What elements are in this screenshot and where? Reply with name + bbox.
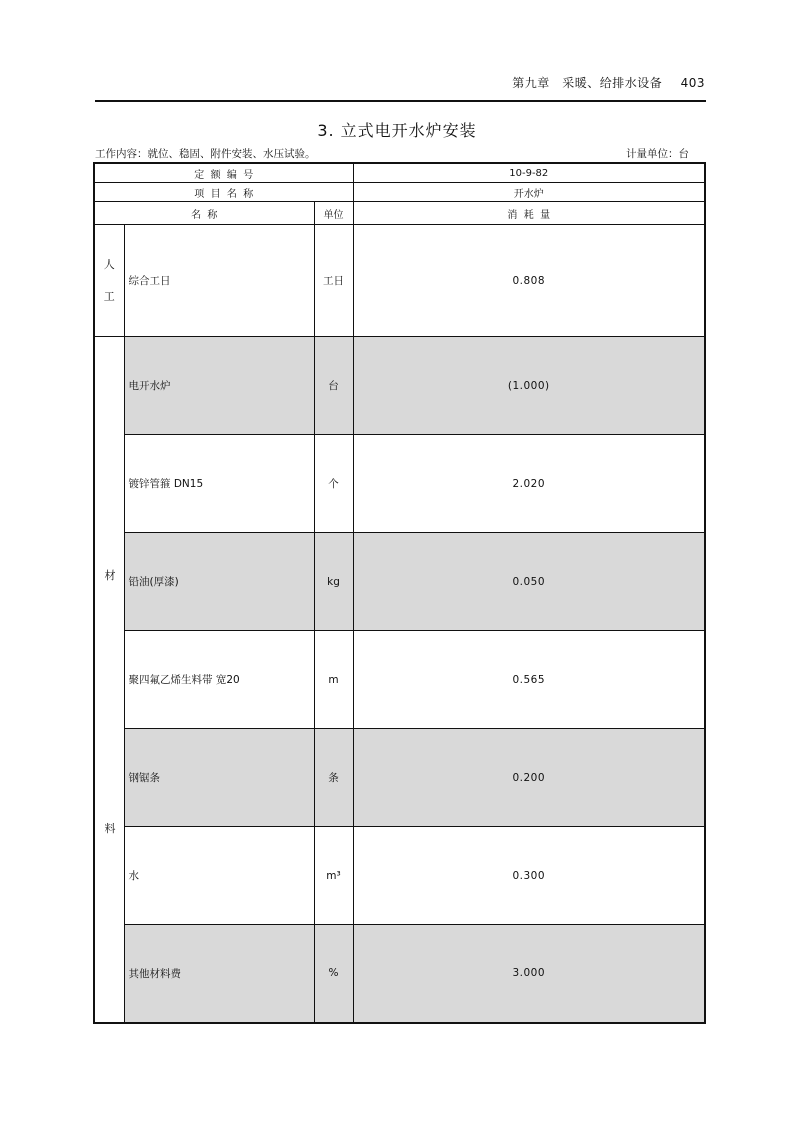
row-value: 0.050 <box>353 533 705 631</box>
material-category <box>94 337 124 1023</box>
row-name: 其他材料费 <box>124 925 314 1023</box>
row-name: 电开水炉 <box>124 337 314 435</box>
table-row <box>94 533 705 631</box>
row-value: 2.020 <box>353 435 705 533</box>
col-consumption: 消 耗 量 <box>353 202 705 225</box>
table-row <box>94 435 705 533</box>
work-content: 工作内容：就位、稳固、附件安装、水压试验。 <box>95 148 316 160</box>
row-name: 聚四氟乙烯生料带 宽20 <box>124 631 314 729</box>
page-number: 403 <box>680 76 705 90</box>
table-row <box>94 729 705 827</box>
row-name: 钢锯条 <box>124 729 314 827</box>
quota-table <box>93 162 706 1024</box>
section-title: 3. 立式电开水炉安装 <box>317 121 477 140</box>
labor-category-char-2: 工 <box>103 289 115 303</box>
row-unit: 条 <box>314 729 353 827</box>
row-name: 铅油(厚漆) <box>124 533 314 631</box>
column-header-row <box>94 202 705 225</box>
row-value: 0.200 <box>353 729 705 827</box>
row-name: 综合工日 <box>124 225 314 337</box>
row-value: 0.565 <box>353 631 705 729</box>
quota-number-row <box>94 163 705 183</box>
row-value: 0.808 <box>353 225 705 337</box>
material-category-char-1: 材 <box>104 569 116 582</box>
unit-of-measure: 计量单位：台 <box>626 148 689 160</box>
chapter-title: 第九章 采暖、给排水设备 <box>512 76 663 90</box>
col-unit: 单位 <box>314 202 353 225</box>
row-unit: 工日 <box>314 225 353 337</box>
table-row <box>94 225 705 337</box>
row-unit: kg <box>314 533 353 631</box>
item-name-row <box>94 183 705 202</box>
row-unit: m <box>314 631 353 729</box>
header-rule <box>95 100 706 102</box>
row-unit: % <box>314 925 353 1023</box>
material-category-char-2: 料 <box>104 822 116 835</box>
table-row <box>94 827 705 925</box>
subline <box>95 146 689 160</box>
row-name: 水 <box>124 827 314 925</box>
row-unit: 个 <box>314 435 353 533</box>
row-name: 镀锌管箍 DN15 <box>124 435 314 533</box>
quota-label: 定 额 编 号 <box>94 163 353 183</box>
row-value: 3.000 <box>353 925 705 1023</box>
labor-category-char-1: 人 <box>103 257 115 271</box>
col-name: 名 称 <box>94 202 314 225</box>
labor-category <box>94 225 124 337</box>
running-header <box>95 74 705 100</box>
row-unit: m³ <box>314 827 353 925</box>
item-label: 项 目 名 称 <box>94 183 353 202</box>
quota-number: 10-9-82 <box>353 163 705 183</box>
row-unit: 台 <box>314 337 353 435</box>
table-row <box>94 337 705 435</box>
item-name: 开水炉 <box>353 183 705 202</box>
row-value: 0.300 <box>353 827 705 925</box>
row-value: (1.000) <box>353 337 705 435</box>
table-row <box>94 925 705 1023</box>
table-row <box>94 631 705 729</box>
